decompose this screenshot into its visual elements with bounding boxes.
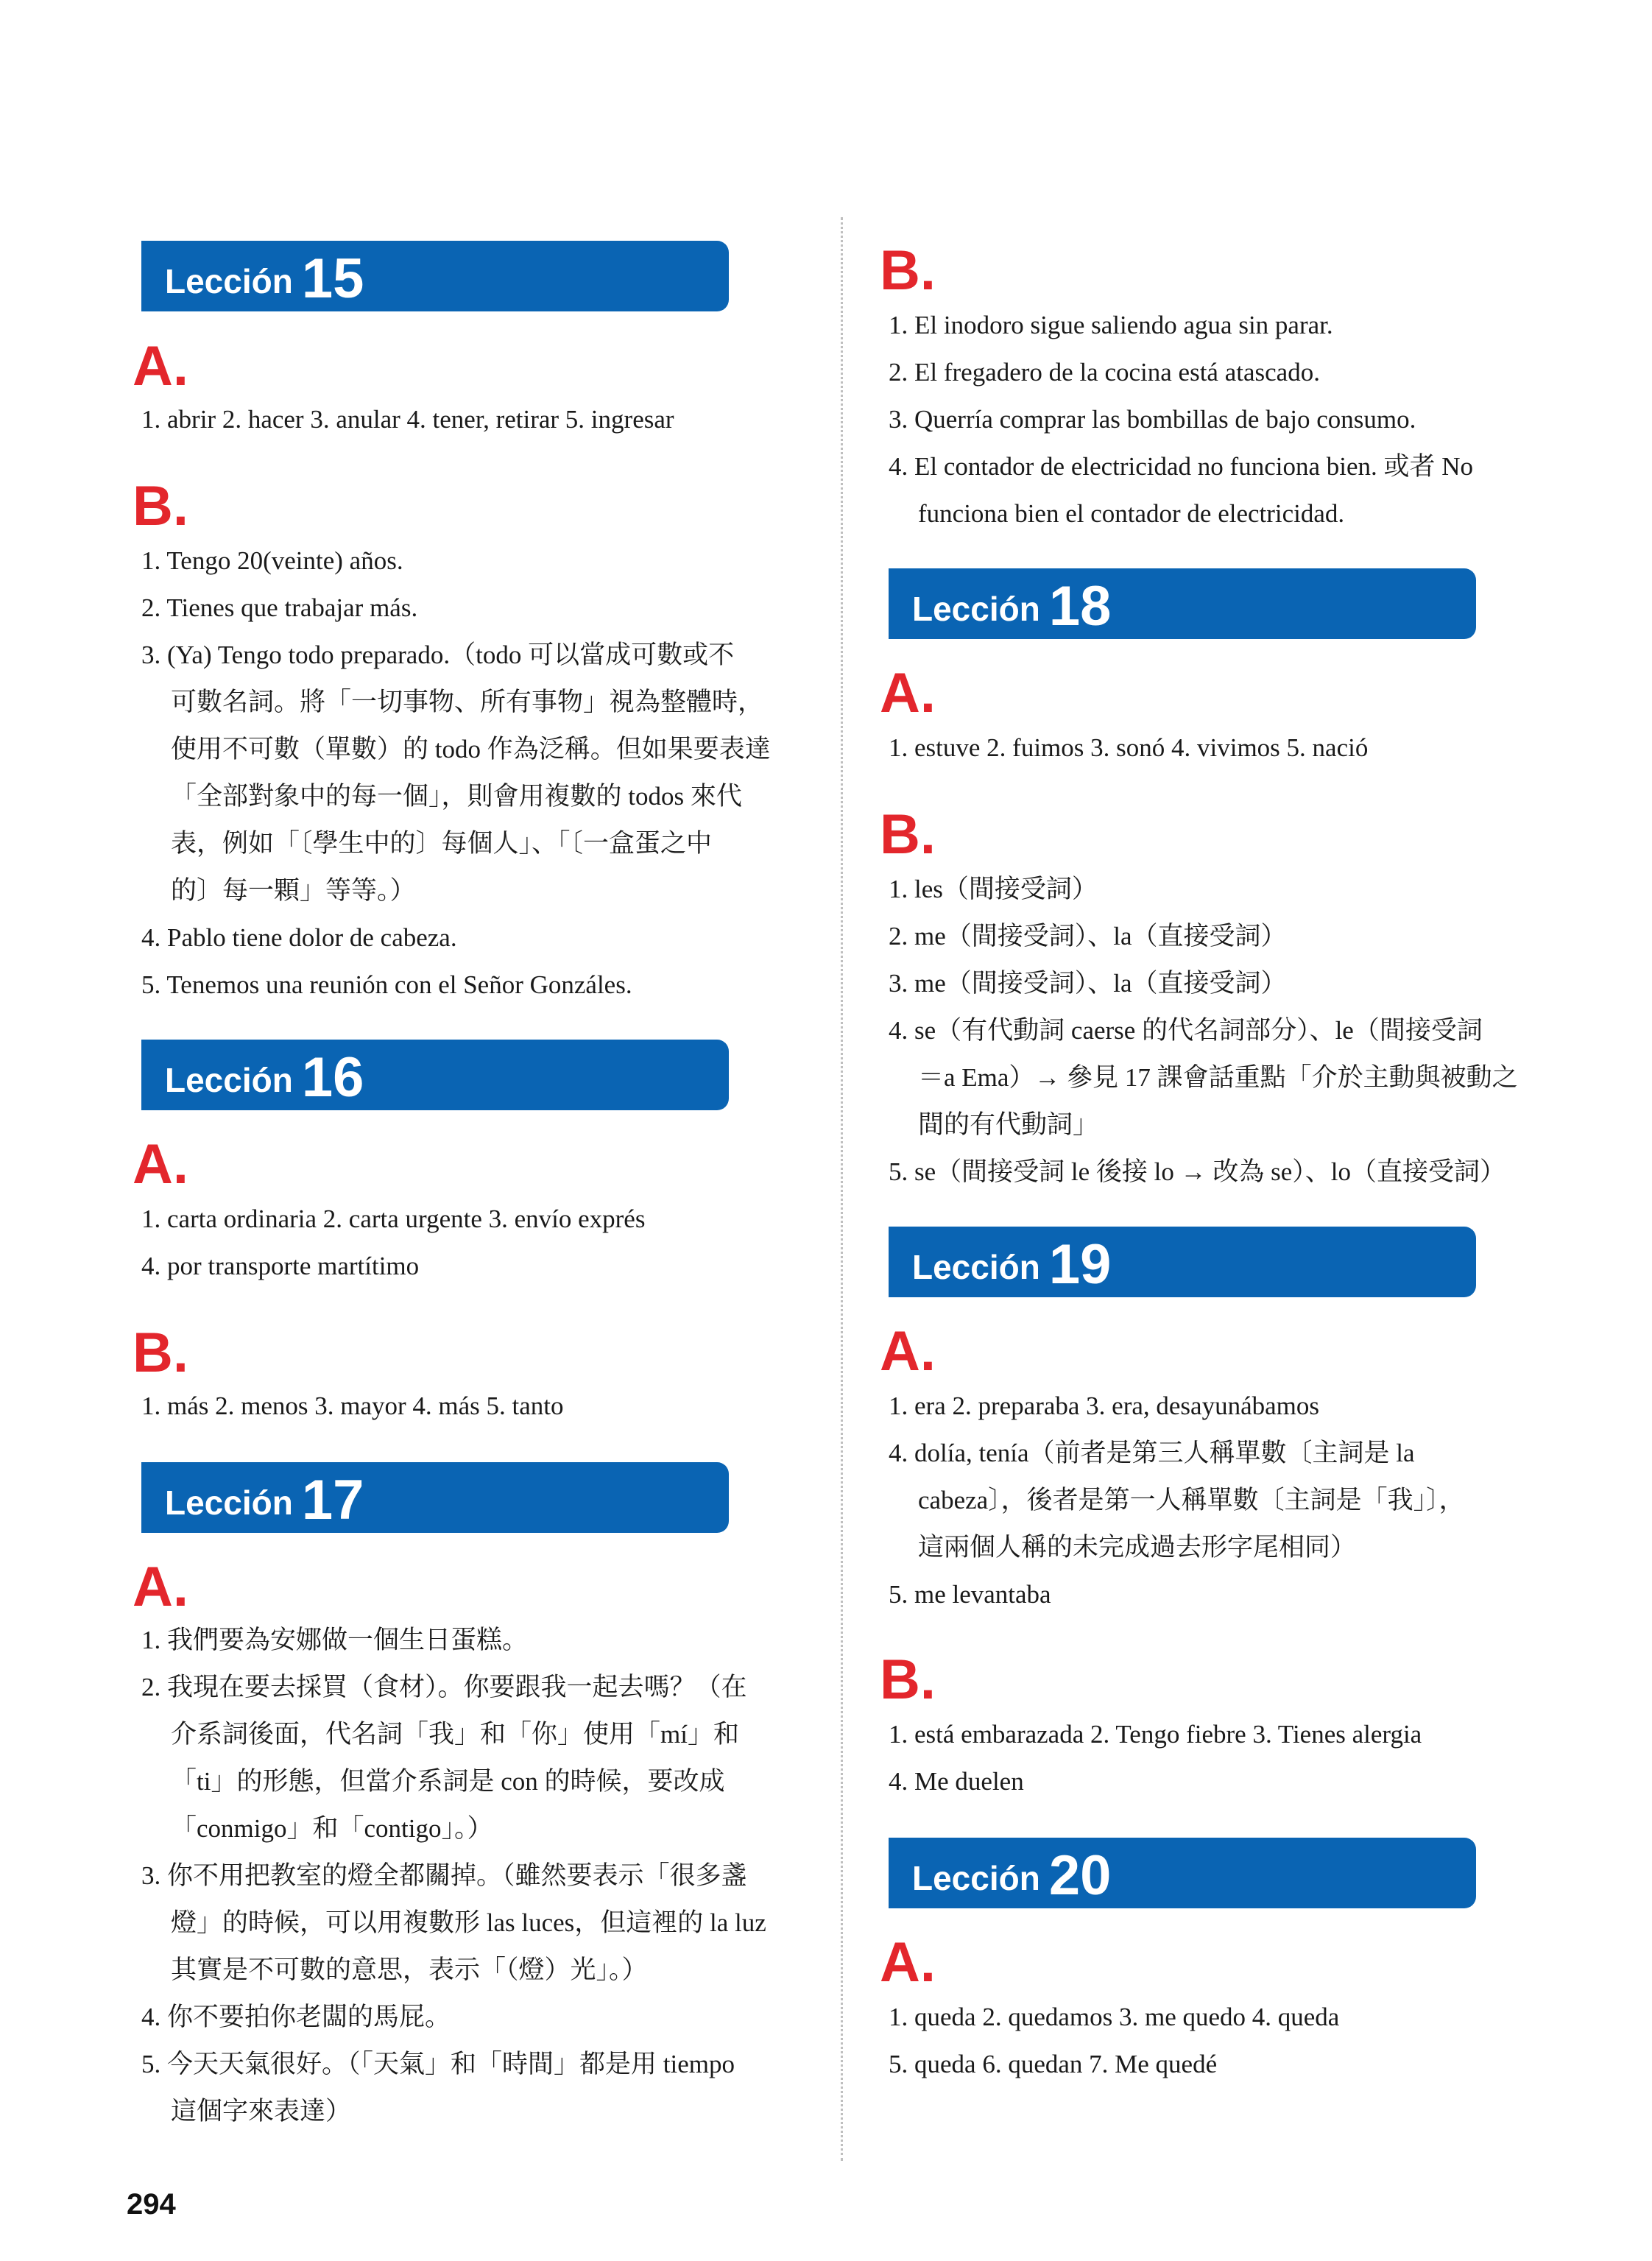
answer-line: 5. me levantaba — [889, 1580, 1051, 1609]
lesson-18-banner — [889, 568, 1476, 639]
lesson-number: 15 — [301, 247, 364, 310]
answer-line: 4. Pablo tiene dolor de cabeza. — [141, 923, 457, 952]
answer-line: 燈」的時候，可以用複數形 las luces，但這裡的 la luz — [171, 1908, 766, 1937]
answer-line: 1. les（間接受詞） — [889, 875, 1098, 903]
lesson-word: Lección — [912, 590, 1040, 628]
answer-line: 「ti」的形態，但當介系詞是 con 的時候，要改成 — [171, 1767, 725, 1796]
lesson-20-banner — [889, 1838, 1476, 1908]
answer-line: 1. Tengo 20(veinte) años. — [141, 546, 403, 575]
lesson-number: 17 — [301, 1469, 364, 1531]
lesson-16-banner — [141, 1040, 729, 1110]
answer-line: 「conmigo」和「contigo」。） — [171, 1814, 493, 1843]
section-a-label: A. — [133, 1133, 188, 1196]
answer-line: 4. se（有代動詞 caerse 的代名詞部分）、le（間接受詞 — [889, 1016, 1483, 1045]
answer-line: 表，例如「〔學生中的〕每個人」、「〔一盒蛋之中 — [171, 829, 713, 858]
answer-line: 4. por transporte martítimo — [141, 1252, 420, 1280]
answer-line: cabeza〕，後者是第一人稱單數〔主詞是「我」〕， — [918, 1486, 1465, 1514]
section-b-label: B. — [133, 475, 188, 537]
section-b-label: B. — [880, 1648, 936, 1711]
section-a-label: A. — [880, 1320, 936, 1383]
lesson-word: Lección — [165, 262, 293, 300]
answer-line: 3. (Ya) Tengo todo preparado.（todo 可以當成可數或不 — [141, 641, 735, 669]
answer-line: 4. dolía, tenía（前者是第三人稱單數〔主詞是 la — [889, 1439, 1415, 1467]
answer-line: 這兩個人稱的未完成過去形字尾相同） — [918, 1533, 1357, 1562]
section-b-label: B. — [880, 803, 936, 866]
answer-line: 1. El inodoro sigue saliendo agua sin parar. — [889, 311, 1333, 339]
answer-line: 3. me（間接受詞）、la（直接受詞） — [889, 969, 1287, 998]
page-number: 294 — [127, 2188, 176, 2221]
answer-line: 2. Tienes que trabajar más. — [141, 593, 418, 622]
section-a-label: A. — [133, 1556, 188, 1618]
lesson-number: 19 — [1048, 1233, 1112, 1296]
answer-line: 3. Querría comprar las bombillas de bajo consumo. — [889, 405, 1416, 434]
answer-line: funciona bien el contador de electricidad. — [918, 499, 1345, 528]
answer-line: 使用不可數（單數）的 todo 作為泛稱。但如果要表達 — [171, 735, 771, 763]
lesson-word: Lección — [165, 1061, 293, 1099]
answer-line: 3. 你不用把教室的燈全都關掉。（雖然要表示「很多盞 — [141, 1861, 747, 1890]
answer-line: 5. 今天天氣很好。（「天氣」和「時間」都是用 tiempo — [141, 2050, 735, 2078]
lesson-word: Lección — [912, 1248, 1040, 1286]
answer-line: 1. carta ordinaria 2. carta urgente 3. envío exprés — [141, 1204, 646, 1233]
answer-line: 5. queda 6. quedan 7. Me quedé — [889, 2050, 1218, 2078]
answer-line: 5. se（間接受詞 le 後接 lo → 改為 se）、lo（直接受詞） — [889, 1157, 1506, 1186]
answer-line: 4. El contador de electricidad no funciona bien. 或者 No — [889, 452, 1474, 481]
lesson-number: 16 — [301, 1046, 364, 1109]
answer-line: 1. está embarazada 2. Tengo fiebre 3. Tienes alergia — [889, 1720, 1422, 1749]
section-a-label: A. — [133, 335, 188, 398]
answer-line: 介系詞後面，代名詞「我」和「你」使用「mí」和 — [171, 1720, 739, 1749]
answer-line: 1. abrir 2. hacer 3. anular 4. tener, retirar 5. ingresar — [141, 405, 674, 434]
lesson-19-banner — [889, 1227, 1476, 1297]
answer-line: 4. Me duelen — [889, 1767, 1024, 1796]
section-b-label: B. — [133, 1322, 188, 1384]
lesson-17-banner — [141, 1462, 729, 1533]
lesson-number: 18 — [1048, 575, 1112, 638]
answer-line: 「全部對象中的每一個」，則會用複數的 todos 來代 — [171, 782, 742, 811]
answer-line: 1. 我們要為安娜做一個生日蛋糕。 — [141, 1626, 529, 1654]
answer-line: 1. estuve 2. fuimos 3. sonó 4. vivimos 5. nació — [889, 733, 1369, 762]
section-a-label: A. — [880, 662, 936, 724]
answer-line: 4. 你不要拍你老闆的馬屁。 — [141, 2003, 451, 2031]
lesson-word: Lección — [912, 1859, 1040, 1897]
lesson-word: Lección — [165, 1484, 293, 1522]
column-divider — [841, 217, 843, 2161]
section-b-label: B. — [880, 239, 936, 302]
answer-line: ＝a Ema）→ 參見 17 課會話重點「介於主動與被動之 — [918, 1063, 1518, 1092]
answer-line: 這個字來表達） — [171, 2097, 352, 2126]
answer-line: 2. 我現在要去採買（食材）。你要跟我一起去嗎？（在 — [141, 1673, 747, 1701]
lesson-15-banner — [141, 241, 729, 311]
answer-line: 1. queda 2. quedamos 3. me quedo 4. queda — [889, 2003, 1340, 2031]
answer-line: 5. Tenemos una reunión con el Señor Gonzáles. — [141, 970, 632, 999]
answer-line: 2. El fregadero de la cocina está atascado. — [889, 358, 1320, 387]
answer-line: 的〕每一顆」等等。） — [171, 876, 416, 905]
lesson-number: 20 — [1048, 1844, 1112, 1907]
answer-line: 2. me（間接受詞）、la（直接受詞） — [889, 922, 1287, 950]
answer-line: 1. más 2. menos 3. mayor 4. más 5. tanto — [141, 1391, 564, 1420]
section-a-label: A. — [880, 1931, 936, 1994]
answer-line: 1. era 2. preparaba 3. era, desayunábamos — [889, 1391, 1320, 1420]
answer-line: 間的有代動詞」 — [918, 1110, 1099, 1139]
answer-line: 可數名詞。將「一切事物、所有事物」視為整體時， — [171, 688, 764, 716]
answer-line: 其實是不可數的意思，表示「（燈）光」。） — [171, 1955, 648, 1984]
